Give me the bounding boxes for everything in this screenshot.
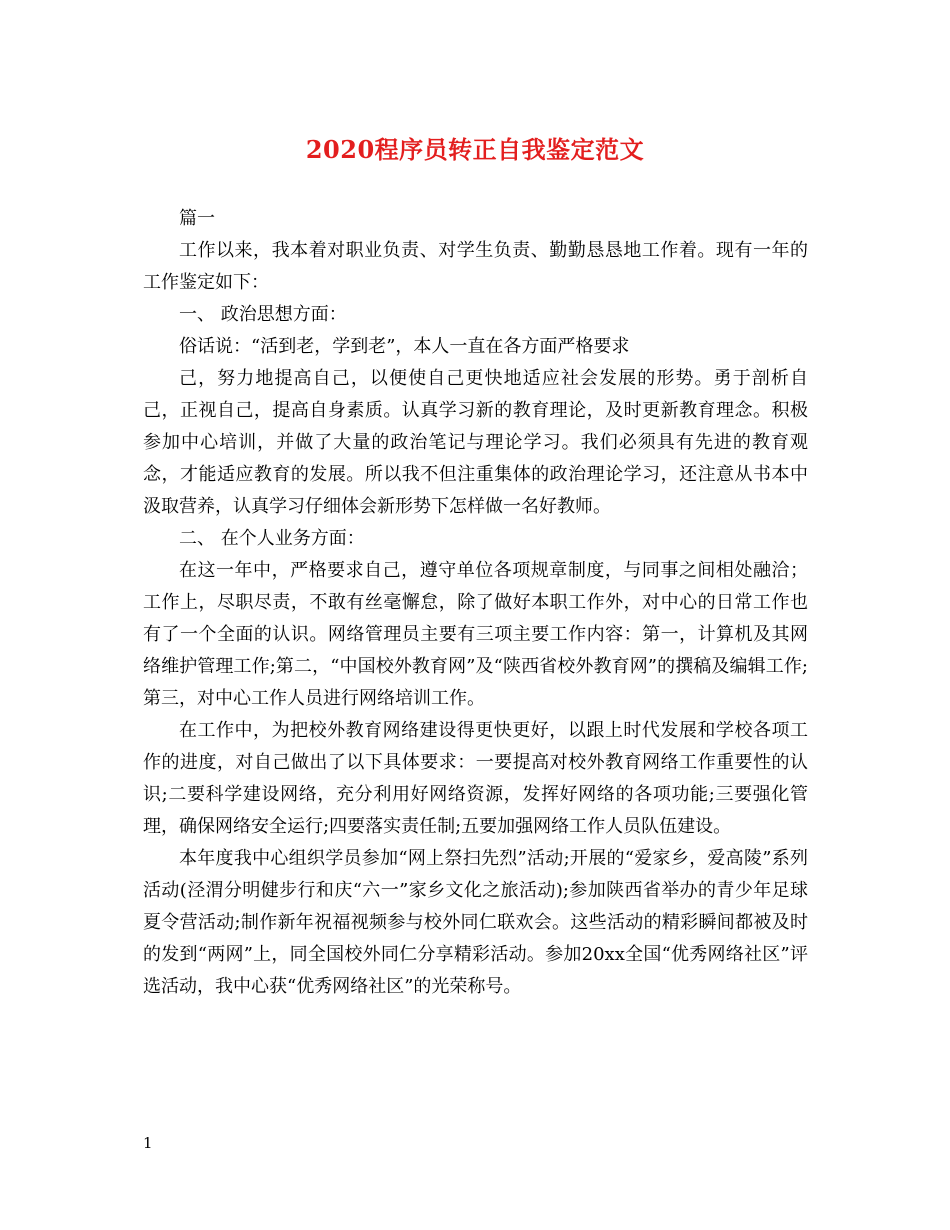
paragraph-intro: 工作以来，我本着对职业负责、对学生负责、勤勤恳恳地工作着。现有一年的工作鉴定如下： — [143, 240, 808, 293]
paragraph-requirements: 在工作中，为把校外教育网络建设得更快更好，以跟上时代发展和学校各项工作的进度，对自己做出了以下具体要求：一要提高对校外教育网络工作重要性的认识;二要科学建设网络，充分利用好网络资源，发挥好网络的各项功能;三要强化管理，确保网络安全运行;四要落实责任制;五要加强网络工作人员队伍建设。 — [143, 720, 808, 837]
section-heading-business: 二、 在个人业务方面： — [179, 528, 365, 549]
paragraph-business: 在这一年中，严格要求自己，遵守单位各项规章制度，与同事之间相处融洽；工作上，尽职尽责，不敢有丝毫懈怠，除了做好本职工作外，对中心的日常工作也有了一个全面的认识。网络管理员主要有三项主要工作内容：第一，计算机及其网络维护管理工作;第二，“中国校外教育网”及“陕西省校外教育网”的撰稿及编辑工作;第三，对中心工作人员进行网络培训工作。 — [143, 560, 808, 709]
section-heading-part-one: 篇一 — [179, 208, 215, 229]
document-title: 2020程序员转正自我鉴定范文 — [305, 135, 645, 164]
paragraph-political: 己，努力地提高自己，以便使自己更快地适应社会发展的形势。勇于剖析自己，正视自己，提高自身素质。认真学习新的教育理论，及时更新教育理念。积极参加中心培训，并做了大量的政治笔记与理论学习。我们必须具有先进的教育观念，才能适应教育的发展。所以我不但注重集体的政治理论学习，还注意从书本中汲取营养，认真学习仔细体会新形势下怎样做一名好教师。 — [143, 368, 808, 517]
document-body — [143, 203, 808, 1003]
paragraph-activities: 本年度我中心组织学员参加“网上祭扫先烈”活动;开展的“爱家乡，爱高陵”系列活动(泾渭分明健步行和庆“六一”家乡文化之旅活动);参加陕西省举办的青少年足球夏令营活动;制作新年祝福视频参与校外同仁联欢会。这些活动的精彩瞬间都被及时的发到“两网”上，同全国校外同仁分享精彩活动。参加20xx全国“优秀网络社区”评选活动，我中心获“优秀网络社区”的光荣称号。 — [143, 848, 808, 997]
paragraph-political-first-line: 俗话说：“活到老，学到老”，本人一直在各方面严格要求 — [179, 336, 630, 357]
page-number: 1 — [143, 1134, 153, 1152]
section-heading-political: 一、 政治思想方面： — [179, 304, 347, 325]
